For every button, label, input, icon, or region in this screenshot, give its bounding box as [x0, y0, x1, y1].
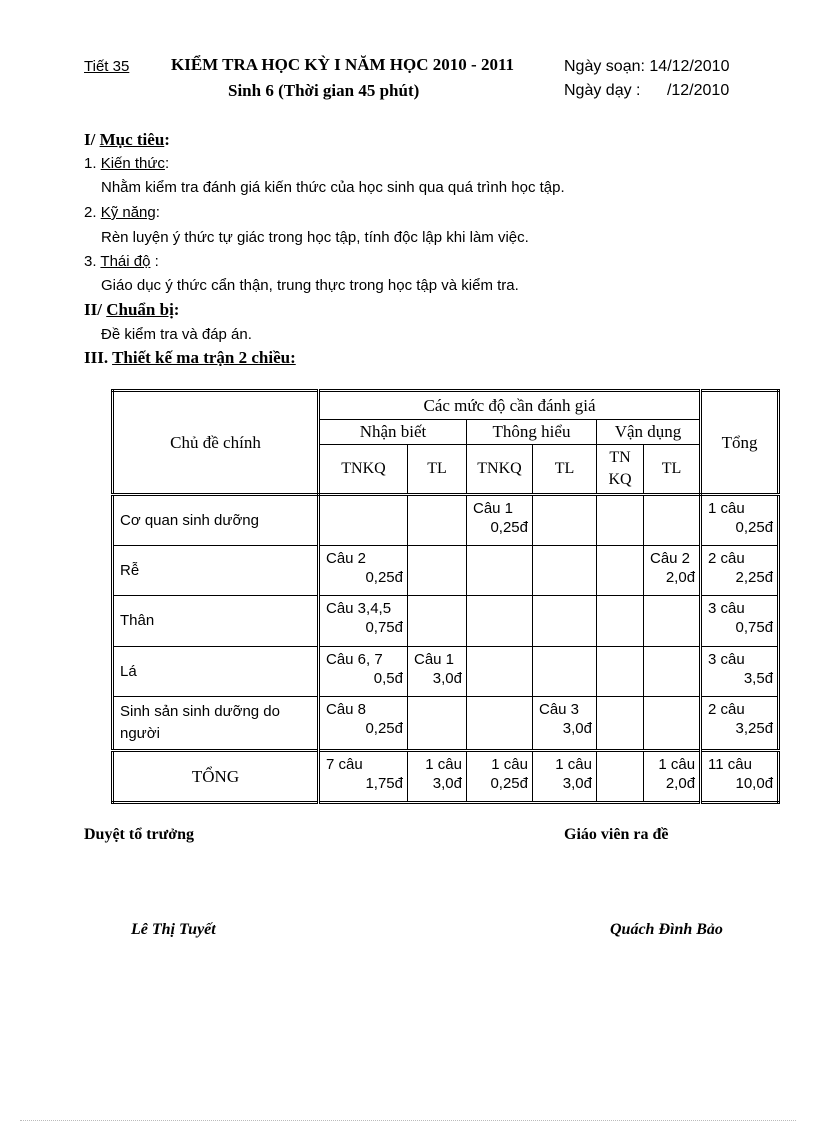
score-value: [533, 651, 596, 653]
assessment-matrix: [111, 389, 780, 804]
score-value: [644, 600, 699, 602]
matrix-cell: [644, 495, 701, 546]
score-value: [533, 600, 596, 602]
matrix-cell: [533, 751, 597, 803]
score-value: [533, 550, 596, 552]
prepared-label: Ngày soạn:: [564, 58, 645, 75]
matrix-cell: [644, 546, 701, 596]
score-value: 2,0đ: [665, 569, 696, 586]
score-value: 0,25đ: [365, 720, 403, 737]
item-number: 3.: [84, 253, 97, 270]
taught-date: /12/2010: [666, 82, 730, 99]
prepared-date: 14/12/2010: [649, 58, 730, 75]
matrix-cell: [467, 697, 533, 751]
question-count: Câu 3,4,5: [326, 600, 392, 617]
matrix-cell: [533, 596, 597, 647]
section-number: III.: [84, 348, 109, 367]
preparation-text: Đề kiểm tra và đáp án.: [101, 326, 252, 343]
score-value: 3,0đ: [432, 670, 462, 687]
row-total-cell: [701, 495, 779, 546]
section-number: I/: [84, 130, 96, 149]
total-score: 10,0đ: [735, 775, 774, 792]
sub-header: TNKQ: [319, 445, 408, 495]
score-value: [467, 701, 532, 703]
question-count: Câu 2: [650, 550, 691, 567]
section-title: Chuẩn bị: [106, 300, 174, 319]
score-value: [467, 550, 532, 552]
score-value: [644, 701, 699, 703]
score-value: [467, 651, 532, 653]
skills-text: Rèn luyện ý thức tự giác trong học tập, tính độc lập khi làm việc.: [101, 229, 529, 246]
score-value: 3,0đ: [432, 775, 462, 792]
score-value: [408, 600, 466, 602]
score-value: [597, 550, 643, 552]
prepared-date-line: [564, 58, 729, 76]
row-total-cell: [701, 596, 779, 647]
total-score: 3,5đ: [743, 670, 774, 687]
matrix-cell: [467, 495, 533, 546]
matrix-cell: [408, 697, 467, 751]
matrix-cell: [319, 751, 408, 803]
level-understanding: Thông hiểu: [467, 420, 597, 445]
matrix-cell: [644, 697, 701, 751]
item-title: Kỹ năng: [100, 204, 156, 221]
section-matrix: [84, 348, 296, 368]
section-objectives: [84, 130, 170, 150]
score-value: [533, 500, 596, 502]
topic-header: Chủ đề chính: [113, 391, 319, 495]
sub-header: TL: [533, 445, 597, 495]
total-question-count: 2 câu: [708, 701, 745, 718]
topic-cell: Thân: [113, 596, 319, 647]
row-total-cell: [701, 697, 779, 751]
score-value: 0,25đ: [490, 519, 528, 536]
matrix-cell: [597, 546, 644, 596]
row-total-cell: [701, 647, 779, 697]
score-value: [597, 500, 643, 502]
taught-label: Ngày dạy :: [564, 82, 641, 99]
sub-header: TL: [408, 445, 467, 495]
total-question-count: 2 câu: [708, 550, 745, 567]
score-value: 1,75đ: [365, 775, 403, 792]
matrix-cell: [319, 495, 408, 546]
matrix-cell: [597, 697, 644, 751]
matrix-cell: [533, 647, 597, 697]
attitude-heading: [84, 253, 159, 270]
section-title: Thiết kế ma trận 2 chiều:: [112, 348, 296, 367]
row-total-cell: [701, 546, 779, 596]
item-colon: :: [164, 155, 170, 172]
matrix-cell: [408, 751, 467, 803]
score-value: [467, 600, 532, 602]
question-count: Câu 2: [326, 550, 367, 567]
matrix-cell: [533, 546, 597, 596]
matrix-cell: [467, 596, 533, 647]
score-value: [597, 600, 643, 602]
score-value: 0,25đ: [365, 569, 403, 586]
section-preparation: [84, 300, 179, 320]
matrix-cell: [597, 596, 644, 647]
teacher-label: Giáo viên ra đề: [564, 826, 669, 843]
question-count: Câu 1: [473, 500, 514, 517]
score-value: [644, 500, 699, 502]
question-count: Câu 8: [326, 701, 367, 718]
total-row-label: TỔNG: [113, 751, 319, 803]
matrix-cell: [644, 647, 701, 697]
total-score: 0,25đ: [735, 519, 774, 536]
matrix-cell: [533, 495, 597, 546]
question-count: 1 câu: [425, 756, 462, 773]
score-value: 0,25đ: [490, 775, 528, 792]
matrix-cell: [467, 647, 533, 697]
item-number: 2.: [84, 204, 97, 221]
score-value: [644, 651, 699, 653]
taught-date-line: [564, 82, 729, 100]
section-title: Mục tiêu: [99, 130, 165, 149]
score-value: 0,75đ: [365, 619, 403, 636]
item-title: Thái độ: [100, 253, 151, 270]
total-question-count: 1 câu: [708, 500, 745, 517]
score-value: [320, 500, 407, 502]
total-question-count: 11 câu: [708, 756, 752, 773]
exam-subtitle: Sinh 6 (Thời gian 45 phút): [228, 81, 420, 100]
topic-cell: Lá: [113, 647, 319, 697]
total-question-count: 3 câu: [708, 600, 745, 617]
matrix-cell: [644, 751, 701, 803]
item-colon: :: [150, 253, 159, 270]
score-value: 3,0đ: [562, 775, 592, 792]
question-count: 1 câu: [555, 756, 592, 773]
knowledge-text: Nhằm kiểm tra đánh giá kiến thức của học sinh qua quá trình học tập.: [101, 179, 565, 196]
total-score: 2,25đ: [735, 569, 774, 586]
score-value: [597, 756, 643, 758]
page-bottom-divider: [20, 1120, 796, 1121]
level-recognition: Nhận biết: [319, 420, 467, 445]
total-score: 3,25đ: [735, 720, 774, 737]
attitude-text: Giáo dục ý thức cẩn thận, trung thực trong học tập và kiểm tra.: [101, 277, 519, 294]
matrix-cell: [319, 596, 408, 647]
level-application: Vận dụng: [597, 420, 701, 445]
matrix-cell: [597, 495, 644, 546]
skills-heading: [84, 204, 160, 221]
score-value: [408, 500, 466, 502]
question-count: 1 câu: [491, 756, 528, 773]
item-number: 1.: [84, 155, 97, 172]
matrix-cell: [533, 697, 597, 751]
score-value: [597, 651, 643, 653]
matrix-cell: [467, 546, 533, 596]
head-name: Lê Thị Tuyết: [131, 921, 216, 938]
sub-header: TN KQ: [597, 445, 644, 495]
score-value: [408, 701, 466, 703]
total-question-count: 3 câu: [708, 651, 745, 668]
question-count: Câu 3: [539, 701, 580, 718]
total-score: 0,75đ: [735, 619, 774, 636]
score-value: 3,0đ: [562, 720, 592, 737]
section-number: II/: [84, 300, 102, 319]
section-colon: :: [164, 130, 170, 149]
matrix-cell: [408, 596, 467, 647]
teacher-name: Quách Đình Bảo: [610, 921, 723, 938]
lesson-number: Tiết 35: [84, 58, 130, 75]
matrix-cell: [408, 647, 467, 697]
question-count: Câu 6, 7: [326, 651, 383, 668]
levels-header: Các mức độ cần đánh giá: [319, 391, 701, 420]
matrix-cell: [408, 546, 467, 596]
matrix-cell: [319, 697, 408, 751]
matrix-cell: [408, 495, 467, 546]
knowledge-heading: [84, 155, 169, 172]
matrix-cell: [319, 546, 408, 596]
total-header: Tổng: [701, 391, 779, 495]
score-value: [408, 550, 466, 552]
topic-cell: Rễ: [113, 546, 319, 596]
item-title: Kiến thức: [100, 155, 165, 172]
matrix-cell: [597, 647, 644, 697]
matrix-cell: [467, 751, 533, 803]
question-count: Câu 1: [414, 651, 455, 668]
score-value: 0,5đ: [373, 670, 403, 687]
question-count: 7 câu: [326, 756, 363, 773]
matrix-cell: [319, 647, 408, 697]
section-colon: :: [173, 300, 180, 319]
exam-title: KIỂM TRA HỌC KỲ I NĂM HỌC 2010 - 2011: [171, 55, 515, 74]
matrix-cell: [644, 596, 701, 647]
sub-header: TNKQ: [467, 445, 533, 495]
row-total-cell: [701, 751, 779, 803]
matrix-cell: [597, 751, 644, 803]
topic-cell: Cơ quan sinh dưỡng: [113, 495, 319, 546]
head-approval-label: Duyệt tổ trưởng: [84, 826, 194, 843]
sub-header: TL: [644, 445, 701, 495]
topic-cell: Sinh sản sinh dưỡng do người: [113, 697, 319, 751]
score-value: 2,0đ: [665, 775, 696, 792]
question-count: 1 câu: [658, 756, 696, 773]
score-value: [597, 701, 643, 703]
item-colon: :: [155, 204, 160, 221]
